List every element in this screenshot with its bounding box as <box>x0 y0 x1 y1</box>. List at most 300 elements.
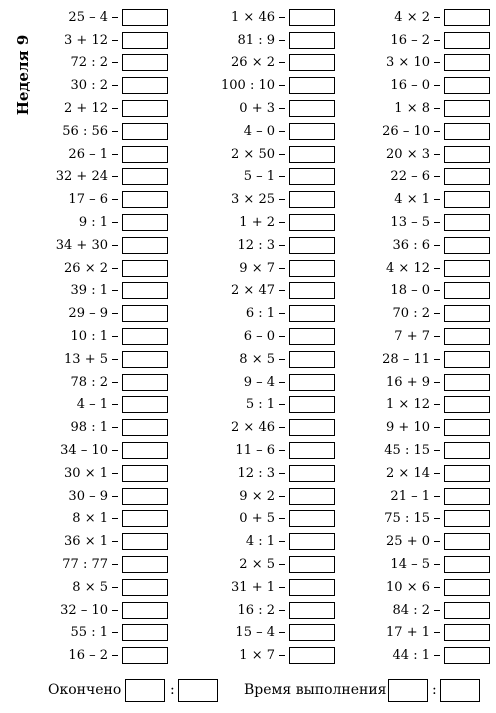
problem-expression: 17 + 1 <box>386 625 430 641</box>
answer-box[interactable] <box>444 442 490 459</box>
problem-expression: 18 – 0 <box>390 283 430 299</box>
problem-expression: 8 × 5 <box>239 351 275 367</box>
problem-row <box>350 348 490 371</box>
problem-expression: 36 × 1 <box>64 534 108 550</box>
equals-dash <box>279 427 285 428</box>
answer-box[interactable] <box>289 579 335 596</box>
problem-row <box>28 120 168 143</box>
problem-row <box>350 257 490 280</box>
equals-dash <box>112 610 118 611</box>
answer-box[interactable] <box>289 54 335 71</box>
problem-expression: 26 – 1 <box>68 146 108 162</box>
problem-expression: 4 : 1 <box>245 534 275 550</box>
problem-row <box>195 302 335 325</box>
problem-row <box>350 416 490 439</box>
equals-dash <box>279 222 285 223</box>
problem-row <box>195 188 335 211</box>
answer-box[interactable] <box>122 260 168 277</box>
answer-box[interactable] <box>289 442 335 459</box>
answer-box[interactable] <box>289 624 335 641</box>
equals-dash <box>434 199 440 200</box>
equals-dash <box>112 40 118 41</box>
answer-box[interactable] <box>289 123 335 140</box>
equals-dash <box>112 290 118 291</box>
problem-expression: 20 × 3 <box>386 146 430 162</box>
answer-box[interactable] <box>122 282 168 299</box>
problem-row <box>350 576 490 599</box>
equals-dash <box>434 564 440 565</box>
answer-box[interactable] <box>122 123 168 140</box>
problem-row <box>28 234 168 257</box>
problem-row <box>195 485 335 508</box>
problem-expression: 2 × 50 <box>231 146 275 162</box>
answer-box[interactable] <box>289 146 335 163</box>
equals-dash <box>112 268 118 269</box>
equals-dash <box>279 85 285 86</box>
problem-row <box>195 416 335 439</box>
problem-expression: 15 – 4 <box>235 625 275 641</box>
equals-dash <box>112 222 118 223</box>
problem-row <box>195 97 335 120</box>
problem-expression: 1 × 46 <box>231 9 275 25</box>
equals-dash <box>279 564 285 565</box>
problem-row <box>28 530 168 553</box>
problem-expression: 4 – 1 <box>76 397 108 413</box>
answer-box[interactable] <box>122 351 168 368</box>
problem-row <box>350 120 490 143</box>
problem-expression: 44 : 1 <box>392 648 430 664</box>
equals-dash <box>112 176 118 177</box>
problem-expression: 3 + 12 <box>64 32 108 48</box>
answer-box[interactable] <box>444 396 490 413</box>
problem-row <box>350 394 490 417</box>
equals-dash <box>112 62 118 63</box>
problem-row <box>195 74 335 97</box>
problem-row <box>28 325 168 348</box>
equals-dash <box>279 496 285 497</box>
answer-box[interactable] <box>444 214 490 231</box>
problem-row <box>28 644 168 667</box>
time-minutes-box[interactable] <box>388 679 428 702</box>
equals-dash <box>112 496 118 497</box>
problem-expression: 84 : 2 <box>392 602 430 618</box>
problem-column-1 <box>28 6 168 667</box>
problem-expression: 81 : 9 <box>237 32 275 48</box>
equals-dash <box>434 382 440 383</box>
problem-expression: 28 – 11 <box>382 351 430 367</box>
time-seconds-box[interactable] <box>440 679 480 702</box>
equals-dash <box>434 450 440 451</box>
equals-dash <box>112 404 118 405</box>
answer-box[interactable] <box>289 328 335 345</box>
problem-row <box>195 143 335 166</box>
problem-expression: 14 – 5 <box>390 557 430 573</box>
finished-label: Окончено <box>48 682 122 698</box>
problem-expression: 77 : 77 <box>62 557 108 573</box>
problem-row <box>195 211 335 234</box>
equals-dash <box>112 359 118 360</box>
answer-box[interactable] <box>122 191 168 208</box>
problem-row <box>28 576 168 599</box>
problem-row <box>28 6 168 29</box>
problem-expression: 36 : 6 <box>392 237 430 253</box>
problem-expression: 13 + 5 <box>64 351 108 367</box>
problem-row <box>350 97 490 120</box>
equals-dash <box>112 85 118 86</box>
answer-box[interactable] <box>289 510 335 527</box>
problem-expression: 45 : 15 <box>384 443 430 459</box>
equals-dash <box>279 587 285 588</box>
answer-box[interactable] <box>444 533 490 550</box>
equals-dash <box>112 313 118 314</box>
answer-box[interactable] <box>122 533 168 550</box>
answer-box[interactable] <box>444 374 490 391</box>
answer-box[interactable] <box>444 579 490 596</box>
problem-expression: 6 : 1 <box>245 306 275 322</box>
problem-row <box>350 530 490 553</box>
problem-row <box>195 644 335 667</box>
problem-expression: 75 : 15 <box>384 511 430 527</box>
answer-box[interactable] <box>444 282 490 299</box>
answer-box[interactable] <box>122 579 168 596</box>
equals-dash <box>279 404 285 405</box>
problem-row <box>195 530 335 553</box>
answer-box[interactable] <box>444 624 490 641</box>
answer-box[interactable] <box>122 396 168 413</box>
problem-expression: 4 × 1 <box>394 192 430 208</box>
time-colon: : <box>432 682 437 698</box>
equals-dash <box>112 655 118 656</box>
problem-row <box>350 462 490 485</box>
problem-expression: 4 × 12 <box>386 260 430 276</box>
problem-row <box>350 74 490 97</box>
equals-dash <box>434 290 440 291</box>
equals-dash <box>112 587 118 588</box>
answer-box[interactable] <box>289 465 335 482</box>
problem-row <box>195 553 335 576</box>
answer-box[interactable] <box>122 32 168 49</box>
answer-box[interactable] <box>122 624 168 641</box>
problem-row <box>28 394 168 417</box>
answer-box[interactable] <box>289 396 335 413</box>
equals-dash <box>279 131 285 132</box>
problem-expression: 2 + 12 <box>64 101 108 117</box>
equals-dash <box>434 359 440 360</box>
answer-box[interactable] <box>444 602 490 619</box>
problem-expression: 9 × 2 <box>239 488 275 504</box>
problem-expression: 16 – 2 <box>68 648 108 664</box>
finished-hours-box[interactable] <box>125 679 165 702</box>
answer-box[interactable] <box>122 602 168 619</box>
answer-box[interactable] <box>122 168 168 185</box>
answer-box[interactable] <box>444 465 490 482</box>
answer-box[interactable] <box>122 214 168 231</box>
problem-expression: 78 : 2 <box>70 374 108 390</box>
answer-box[interactable] <box>444 419 490 436</box>
answer-box[interactable] <box>122 374 168 391</box>
answer-box[interactable] <box>444 556 490 573</box>
equals-dash <box>434 541 440 542</box>
problem-expression: 32 – 10 <box>60 602 108 618</box>
answer-box[interactable] <box>444 9 490 26</box>
answer-box[interactable] <box>122 77 168 94</box>
problem-row <box>28 462 168 485</box>
problem-row <box>350 234 490 257</box>
equals-dash <box>112 518 118 519</box>
problem-row <box>350 371 490 394</box>
equals-dash <box>112 564 118 565</box>
time-label: Время выполнения <box>244 682 387 698</box>
answer-box[interactable] <box>444 647 490 664</box>
equals-dash <box>434 496 440 497</box>
answer-box[interactable] <box>289 237 335 254</box>
problem-expression: 16 – 2 <box>390 32 430 48</box>
equals-dash <box>279 473 285 474</box>
problem-row <box>195 166 335 189</box>
answer-box[interactable] <box>444 237 490 254</box>
problem-row <box>195 622 335 645</box>
equals-dash <box>434 427 440 428</box>
problem-row <box>28 622 168 645</box>
equals-dash <box>434 518 440 519</box>
problem-row <box>28 52 168 75</box>
answer-box[interactable] <box>289 647 335 664</box>
answer-box[interactable] <box>289 488 335 505</box>
equals-dash <box>279 62 285 63</box>
answer-box[interactable] <box>289 100 335 117</box>
equals-dash <box>279 359 285 360</box>
problem-expression: 7 + 7 <box>394 329 430 345</box>
answer-box[interactable] <box>122 419 168 436</box>
problem-row <box>28 211 168 234</box>
problem-row <box>195 257 335 280</box>
answer-box[interactable] <box>289 351 335 368</box>
equals-dash <box>279 40 285 41</box>
equals-dash <box>434 131 440 132</box>
equals-dash <box>434 473 440 474</box>
problem-expression: 2 × 5 <box>239 557 275 573</box>
equals-dash <box>279 154 285 155</box>
problem-row <box>28 348 168 371</box>
problem-row <box>350 553 490 576</box>
equals-dash <box>279 17 285 18</box>
answer-box[interactable] <box>289 374 335 391</box>
equals-dash <box>279 108 285 109</box>
problem-row <box>195 508 335 531</box>
answer-box[interactable] <box>289 602 335 619</box>
problem-row <box>350 188 490 211</box>
problem-expression: 1 × 7 <box>239 648 275 664</box>
problem-row <box>195 29 335 52</box>
problem-row <box>195 120 335 143</box>
equals-dash <box>279 313 285 314</box>
answer-box[interactable] <box>289 214 335 231</box>
problem-row <box>28 439 168 462</box>
problem-expression: 17 – 6 <box>68 192 108 208</box>
equals-dash <box>434 610 440 611</box>
problem-row <box>350 325 490 348</box>
answer-box[interactable] <box>122 647 168 664</box>
equals-dash <box>279 176 285 177</box>
equals-dash <box>434 313 440 314</box>
problem-row <box>350 143 490 166</box>
answer-box[interactable] <box>444 100 490 117</box>
answer-box[interactable] <box>122 237 168 254</box>
problem-row <box>28 74 168 97</box>
answer-box[interactable] <box>444 146 490 163</box>
problem-row <box>350 6 490 29</box>
equals-dash <box>434 587 440 588</box>
equals-dash <box>279 541 285 542</box>
answer-box[interactable] <box>122 488 168 505</box>
problem-expression: 34 + 30 <box>55 237 108 253</box>
equals-dash <box>434 85 440 86</box>
problem-row <box>28 166 168 189</box>
problem-expression: 6 – 0 <box>243 329 275 345</box>
problem-row <box>28 508 168 531</box>
problem-expression: 9 + 10 <box>386 420 430 436</box>
problem-expression: 26 × 2 <box>231 55 275 71</box>
problem-expression: 100 : 10 <box>221 78 275 94</box>
answer-box[interactable] <box>444 123 490 140</box>
answer-box[interactable] <box>122 442 168 459</box>
equals-dash <box>112 336 118 337</box>
problem-expression: 10 : 1 <box>70 329 108 345</box>
equals-dash <box>434 655 440 656</box>
problem-expression: 32 + 24 <box>55 169 108 185</box>
answer-box[interactable] <box>122 305 168 322</box>
equals-dash <box>112 450 118 451</box>
problem-expression: 25 + 0 <box>386 534 430 550</box>
problem-row <box>28 485 168 508</box>
answer-box[interactable] <box>122 510 168 527</box>
problem-expression: 9 – 4 <box>243 374 275 390</box>
equals-dash <box>112 245 118 246</box>
equals-dash <box>112 17 118 18</box>
equals-dash <box>434 40 440 41</box>
equals-dash <box>279 245 285 246</box>
answer-box[interactable] <box>289 32 335 49</box>
answer-box[interactable] <box>289 419 335 436</box>
problem-expression: 1 + 2 <box>239 215 275 231</box>
answer-box[interactable] <box>444 54 490 71</box>
equals-dash <box>112 154 118 155</box>
problem-row <box>195 52 335 75</box>
equals-dash <box>434 245 440 246</box>
problem-expression: 12 : 3 <box>237 465 275 481</box>
problem-row <box>195 234 335 257</box>
equals-dash <box>279 268 285 269</box>
answer-box[interactable] <box>444 510 490 527</box>
answer-box[interactable] <box>444 328 490 345</box>
equals-dash <box>112 473 118 474</box>
answer-box[interactable] <box>444 191 490 208</box>
problem-expression: 11 – 6 <box>235 443 275 459</box>
problem-expression: 2 × 47 <box>231 283 275 299</box>
answer-box[interactable] <box>289 556 335 573</box>
problem-row <box>195 576 335 599</box>
equals-dash <box>112 382 118 383</box>
problem-row <box>28 302 168 325</box>
answer-box[interactable] <box>289 305 335 322</box>
problem-expression: 1 × 12 <box>386 397 430 413</box>
problem-expression: 10 × 6 <box>386 579 430 595</box>
problem-row <box>28 599 168 622</box>
problem-expression: 30 × 1 <box>64 465 108 481</box>
answer-box[interactable] <box>444 168 490 185</box>
problem-row <box>195 439 335 462</box>
answer-box[interactable] <box>444 305 490 322</box>
problem-expression: 0 + 5 <box>239 511 275 527</box>
problem-expression: 56 : 56 <box>62 123 108 139</box>
problem-row <box>195 348 335 371</box>
answer-box[interactable] <box>289 282 335 299</box>
equals-dash <box>112 632 118 633</box>
answer-box[interactable] <box>289 260 335 277</box>
answer-box[interactable] <box>122 465 168 482</box>
answer-box[interactable] <box>444 488 490 505</box>
problem-expression: 16 : 2 <box>237 602 275 618</box>
problem-row <box>28 553 168 576</box>
answer-box[interactable] <box>444 77 490 94</box>
problem-row <box>195 394 335 417</box>
finished-minutes-box[interactable] <box>178 679 218 702</box>
problem-row <box>28 29 168 52</box>
answer-box[interactable] <box>289 168 335 185</box>
answer-box[interactable] <box>289 9 335 26</box>
equals-dash <box>434 176 440 177</box>
equals-dash <box>434 17 440 18</box>
problem-expression: 12 : 3 <box>237 237 275 253</box>
answer-box[interactable] <box>289 77 335 94</box>
problem-row <box>350 52 490 75</box>
answer-box[interactable] <box>122 556 168 573</box>
problem-expression: 1 × 8 <box>394 101 430 117</box>
problem-expression: 29 – 9 <box>68 306 108 322</box>
answer-box[interactable] <box>122 328 168 345</box>
problem-expression: 30 : 2 <box>70 78 108 94</box>
equals-dash <box>434 62 440 63</box>
equals-dash <box>434 632 440 633</box>
equals-dash <box>112 427 118 428</box>
problem-expression: 21 – 1 <box>390 488 430 504</box>
answer-box[interactable] <box>289 191 335 208</box>
problem-expression: 30 – 9 <box>68 488 108 504</box>
problem-expression: 2 × 46 <box>231 420 275 436</box>
equals-dash <box>279 632 285 633</box>
answer-box[interactable] <box>289 533 335 550</box>
week-label-text: Неделя 9 <box>14 34 32 116</box>
answer-box[interactable] <box>122 100 168 117</box>
problem-expression: 26 – 10 <box>382 123 430 139</box>
problem-expression: 31 + 1 <box>231 579 275 595</box>
problem-row <box>195 599 335 622</box>
equals-dash <box>279 199 285 200</box>
answer-box[interactable] <box>122 54 168 71</box>
equals-dash <box>434 268 440 269</box>
answer-box[interactable] <box>122 146 168 163</box>
answer-box[interactable] <box>444 351 490 368</box>
answer-box[interactable] <box>444 32 490 49</box>
answer-box[interactable] <box>444 260 490 277</box>
problem-row <box>350 622 490 645</box>
problem-row <box>195 325 335 348</box>
problem-row <box>350 439 490 462</box>
problem-expression: 0 + 3 <box>239 101 275 117</box>
problem-row <box>350 29 490 52</box>
answer-box[interactable] <box>122 9 168 26</box>
problem-expression: 22 – 6 <box>390 169 430 185</box>
